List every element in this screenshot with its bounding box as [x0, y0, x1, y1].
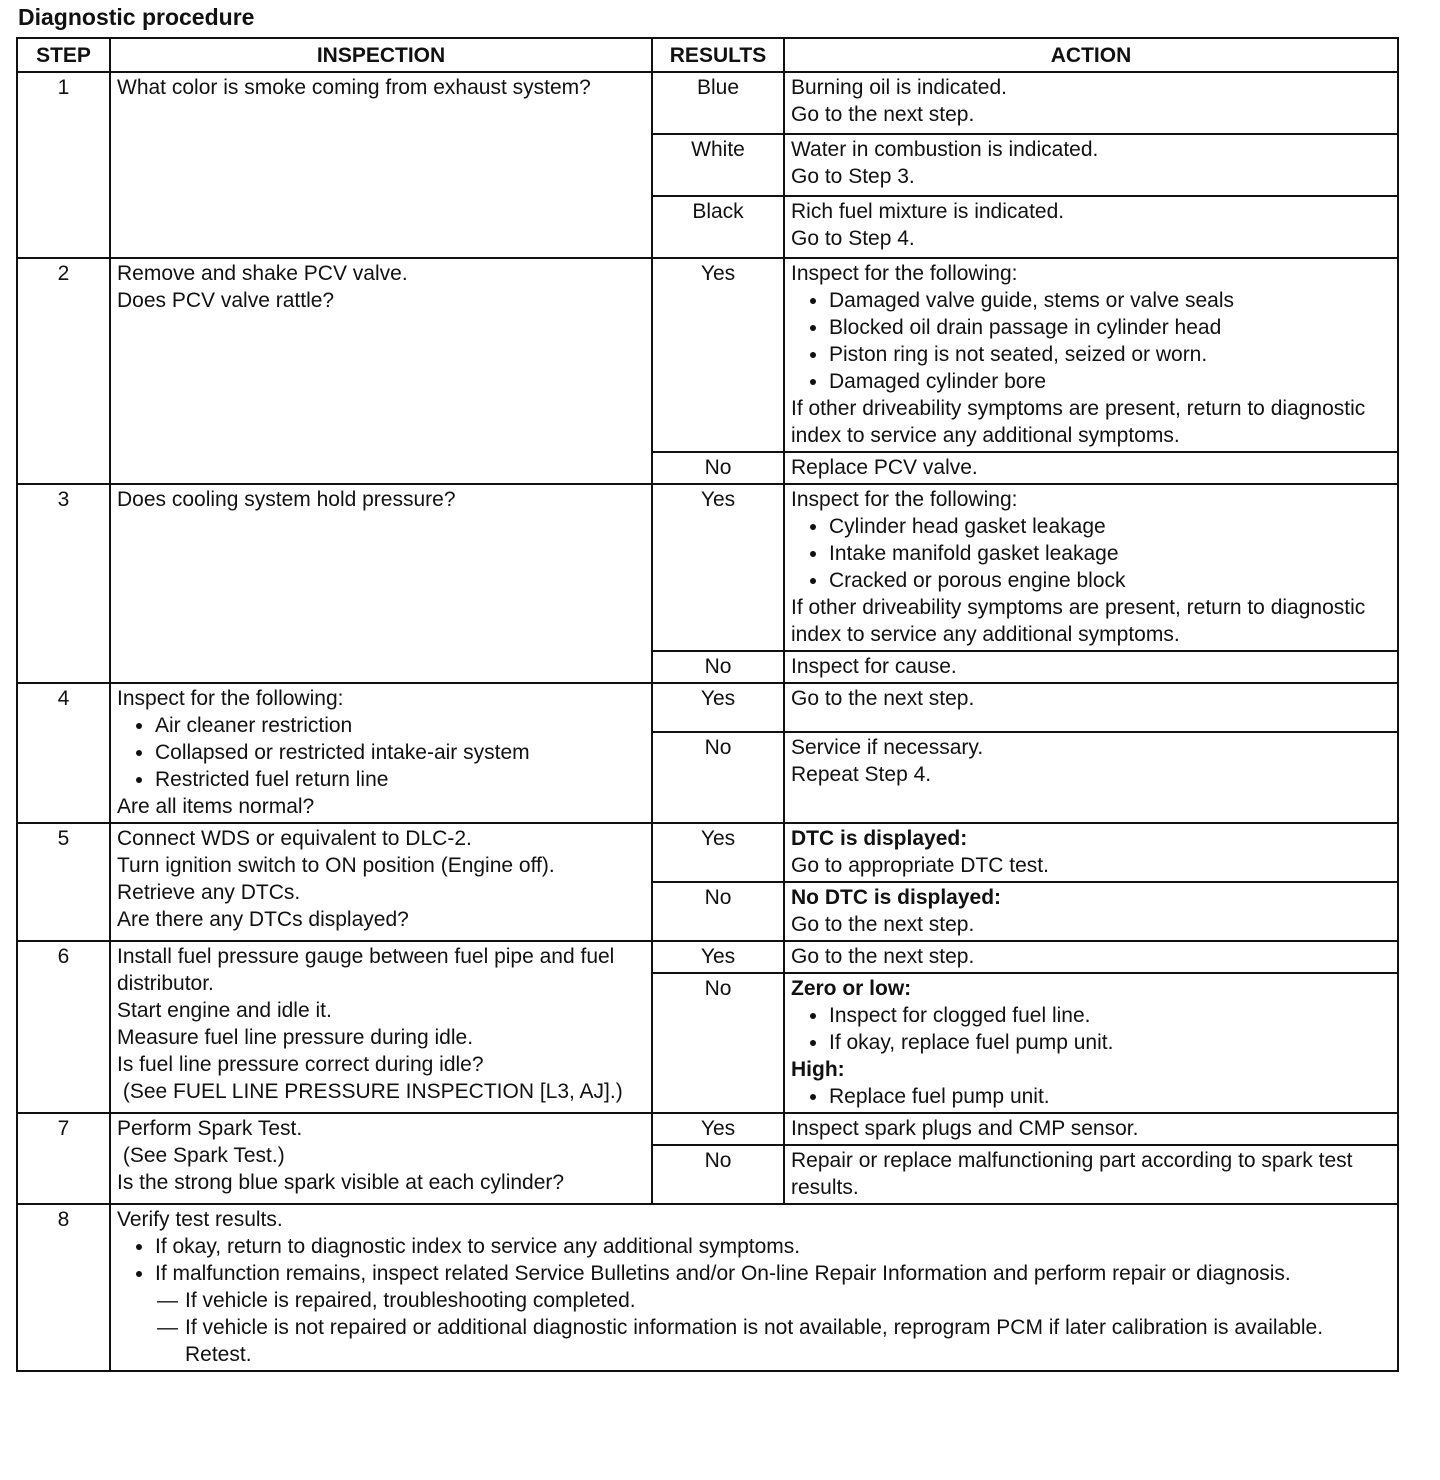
result-cell: No	[652, 1145, 784, 1204]
result-cell: Yes	[652, 258, 784, 452]
step-inspection: Inspect for the following: • Air cleaner restriction • Collapsed or restricted intake-air system • Restricted fuel return line Are all items normal?	[110, 683, 652, 823]
list-item: — If vehicle is repaired, troubleshooting completed.	[185, 1287, 1391, 1314]
bullet-list	[791, 287, 1391, 395]
step-inspection: Connect WDS or equivalent to DLC-2. Turn ignition switch to ON position (Engine off). Retrieve any DTCs. Are there any DTCs displayed?	[110, 823, 652, 941]
action-cell: Zero or low: • Inspect for clogged fuel line. • If okay, replace fuel pump unit. High: • Replace fuel pump unit.	[784, 973, 1398, 1113]
step-3-row	[17, 484, 1398, 651]
step-inspection: Verify test results. • If okay, return to diagnostic index to service any additional symptoms. • If malfunction remains, inspect related Service Bulletins and/or On-line Repair Information and perform repair or diagnosis. — If vehicle is repaired, troubleshooting completed. — If vehicle is not repaired or additional diagnostic information is not available, reprogram PCM if later calibration is available. Retest.	[110, 1204, 1398, 1371]
action-cell: Rich fuel mixture is indicated. Go to Step 4.	[784, 196, 1398, 258]
action-cell: Service if necessary. Repeat Step 4.	[784, 732, 1398, 823]
step-4-row	[17, 683, 1398, 732]
action-cell: Inspect for the following: • Damaged valve guide, stems or valve seals • Blocked oil drain passage in cylinder head • Piston ring is not seated, seized or worn. • Damaged cylinder bore If other driveability symptoms are present, return to diagnostic index to service any additional symptoms.	[784, 258, 1398, 452]
result-cell: Yes	[652, 1113, 784, 1145]
header-row	[17, 38, 1398, 72]
step-number: 1	[17, 72, 110, 258]
list-item: • Intake manifold gasket leakage	[829, 540, 1391, 567]
result-cell: No	[652, 732, 784, 823]
step-inspection: What color is smoke coming from exhaust system?	[110, 72, 652, 258]
list-item: • Damaged valve guide, stems or valve seals	[829, 287, 1391, 314]
diagnostic-table	[16, 37, 1399, 1372]
step-number: 7	[17, 1113, 110, 1204]
result-cell: No	[652, 882, 784, 941]
action-cell: Water in combustion is indicated. Go to Step 3.	[784, 134, 1398, 196]
list-item: • Restricted fuel return line	[155, 766, 645, 793]
step-inspection: Remove and shake PCV valve. Does PCV valve rattle?	[110, 258, 652, 484]
step-8-row	[17, 1204, 1398, 1371]
step-7-row	[17, 1113, 1398, 1145]
result-cell: Yes	[652, 941, 784, 973]
list-item: • Inspect for clogged fuel line.	[829, 1002, 1391, 1029]
bullet-list	[117, 712, 645, 793]
list-item: • Replace fuel pump unit.	[829, 1083, 1391, 1110]
action-cell: Repair or replace malfunctioning part according to spark test results.	[784, 1145, 1398, 1204]
list-item: • Cylinder head gasket leakage	[829, 513, 1391, 540]
step-inspection: Install fuel pressure gauge between fuel pipe and fuel distributor. Start engine and idle it. Measure fuel line pressure during idle. Is fuel line pressure correct during idle? (See FUEL LINE PRESSURE INSPECTION [L3, AJ].)	[110, 941, 652, 1113]
step-5-row	[17, 823, 1398, 882]
result-cell: No	[652, 651, 784, 683]
step-number: 4	[17, 683, 110, 823]
list-item: • If malfunction remains, inspect related Service Bulletins and/or On-line Repair Information and perform repair or diagnosis.	[155, 1260, 1391, 1287]
action-cell: Replace PCV valve.	[784, 452, 1398, 484]
result-cell: Yes	[652, 823, 784, 882]
step-2-row	[17, 258, 1398, 452]
list-item: — If vehicle is not repaired or additional diagnostic information is not available, reprogram PCM if later calibration is available. Retest.	[185, 1314, 1391, 1368]
step-number: 5	[17, 823, 110, 941]
list-item: • Collapsed or restricted intake-air system	[155, 739, 645, 766]
result-cell: Black	[652, 196, 784, 258]
bullet-list	[791, 1002, 1391, 1056]
result-cell: Yes	[652, 683, 784, 732]
bullet-list	[791, 1083, 1391, 1110]
result-cell: No	[652, 452, 784, 484]
bullet-list	[117, 1233, 1391, 1287]
result-cell: White	[652, 134, 784, 196]
list-item: • Air cleaner restriction	[155, 712, 645, 739]
header-results: RESULTS	[652, 38, 784, 72]
step-1-row	[17, 72, 1398, 134]
bullet-list	[791, 513, 1391, 594]
list-item: • Piston ring is not seated, seized or worn.	[829, 341, 1391, 368]
action-cell: Burning oil is indicated. Go to the next step.	[784, 72, 1398, 134]
list-item: • Cracked or porous engine block	[829, 567, 1391, 594]
action-cell: Go to the next step.	[784, 683, 1398, 732]
result-cell: No	[652, 973, 784, 1113]
step-number: 6	[17, 941, 110, 1113]
dash-list	[117, 1287, 1391, 1368]
step-inspection: Does cooling system hold pressure?	[110, 484, 652, 683]
action-cell: Inspect for the following: • Cylinder head gasket leakage • Intake manifold gasket leakage • Cracked or porous engine block If other driveability symptoms are present, return to diagnostic index to service any additional symptoms.	[784, 484, 1398, 651]
result-cell: Blue	[652, 72, 784, 134]
step-inspection: Perform Spark Test. (See Spark Test.) Is the strong blue spark visible at each cylinder?	[110, 1113, 652, 1204]
header-step: STEP	[17, 38, 110, 72]
header-inspection: INSPECTION	[110, 38, 652, 72]
action-cell: Inspect spark plugs and CMP sensor.	[784, 1113, 1398, 1145]
page-title: Diagnostic procedure	[18, 4, 255, 30]
action-cell: Inspect for cause.	[784, 651, 1398, 683]
step-6-row	[17, 941, 1398, 973]
step-number: 8	[17, 1204, 110, 1371]
list-item: • Damaged cylinder bore	[829, 368, 1391, 395]
list-item: • If okay, return to diagnostic index to service any additional symptoms.	[155, 1233, 1391, 1260]
action-cell: DTC is displayed: Go to appropriate DTC test.	[784, 823, 1398, 882]
step-number: 2	[17, 258, 110, 484]
list-item: • Blocked oil drain passage in cylinder head	[829, 314, 1391, 341]
result-cell: Yes	[652, 484, 784, 651]
list-item: • If okay, replace fuel pump unit.	[829, 1029, 1391, 1056]
step-number: 3	[17, 484, 110, 683]
action-cell: No DTC is displayed: Go to the next step.	[784, 882, 1398, 941]
header-action: ACTION	[784, 38, 1398, 72]
action-cell: Go to the next step.	[784, 941, 1398, 973]
